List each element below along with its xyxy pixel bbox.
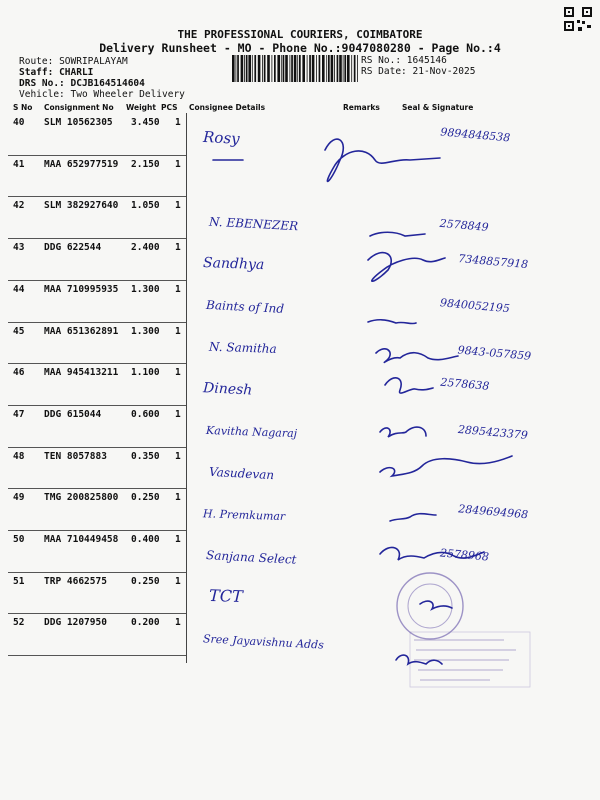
row-sno: 40 bbox=[13, 117, 25, 128]
row-weight: 1.300 bbox=[131, 325, 160, 337]
runsheet-subtitle: Delivery Runsheet - MO - Phone No.:9047080280 - Page No.:4 bbox=[99, 41, 501, 55]
handwritten-phone-number: 9843-057859 bbox=[457, 343, 532, 363]
row-weight: 0.400 bbox=[131, 534, 160, 545]
drs-label: DRS No.: bbox=[19, 78, 65, 89]
handwritten-signature-scribble bbox=[380, 456, 512, 476]
col-header-remarks: Remarks bbox=[343, 103, 380, 112]
row-pcs: 1 bbox=[175, 283, 181, 295]
row-weight: 3.450 bbox=[131, 117, 160, 128]
row-weight: 0.350 bbox=[131, 450, 160, 462]
row-sno: 52 bbox=[13, 617, 25, 629]
handwritten-signature-scribble bbox=[390, 514, 436, 521]
row-pcs: 1 bbox=[175, 575, 181, 587]
handwritten-phone-number: 2849694968 bbox=[457, 502, 529, 522]
row-pcs: 1 bbox=[175, 158, 181, 170]
handwritten-signature-scribble bbox=[325, 139, 440, 181]
handwritten-signature-scribble bbox=[368, 253, 445, 282]
handwritten-phone-number: 2578849 bbox=[439, 216, 490, 235]
handwritten-signature-scribble bbox=[370, 232, 425, 236]
staff-label: Staff: bbox=[19, 67, 54, 78]
handwritten-consignee-name: Sanjana Select bbox=[205, 548, 297, 567]
row-weight: 1.050 bbox=[131, 200, 160, 212]
row-weight: 0.250 bbox=[131, 575, 160, 587]
handwritten-signature-scribble bbox=[420, 601, 452, 609]
handwritten-signature-scribble bbox=[385, 378, 433, 393]
row-consignment-number: MAA 710995935 bbox=[44, 283, 119, 295]
row-sno: 43 bbox=[13, 242, 25, 254]
row-sno: 45 bbox=[13, 325, 25, 337]
row-weight: 1.300 bbox=[131, 283, 160, 295]
handwritten-phone-number: 2895423379 bbox=[457, 422, 529, 442]
handwritten-signature-scribble bbox=[380, 427, 426, 437]
row-pcs: 1 bbox=[175, 617, 181, 629]
row-consignment-number: MAA 652977519 bbox=[44, 158, 119, 170]
handwritten-consignee-name: Dinesh bbox=[202, 380, 253, 399]
handwritten-consignee-name: Vasudevan bbox=[208, 464, 275, 483]
route-value: SOWRIPALAYAM bbox=[59, 56, 128, 67]
col-header-seal-signature: Seal & Signature bbox=[402, 103, 474, 112]
row-consignment-number: TMG 200825800 bbox=[44, 492, 119, 504]
handwritten-phone-number: 7348857918 bbox=[457, 252, 529, 272]
handwritten-consignee-name: Kavitha Nagaraj bbox=[205, 423, 298, 441]
row-pcs: 1 bbox=[175, 367, 181, 379]
handwritten-consignee-name: N. EBENEZER bbox=[208, 214, 299, 234]
row-sno: 49 bbox=[13, 492, 25, 504]
row-consignment-number: SLM 10562305 bbox=[44, 117, 113, 128]
col-header-pcs: PCS bbox=[161, 103, 178, 112]
row-sno: 51 bbox=[13, 575, 25, 587]
row-pcs: 1 bbox=[175, 117, 181, 128]
rs-date-value: 21-Nov-2025 bbox=[412, 66, 476, 77]
row-consignment-number: DDG 1207950 bbox=[44, 617, 107, 629]
row-consignment-number: MAA 651362891 bbox=[44, 325, 119, 337]
company-title: THE PROFESSIONAL COURIERS, COIMBATORE bbox=[177, 28, 423, 41]
row-pcs: 1 bbox=[175, 242, 181, 254]
handwritten-signature-scribble bbox=[368, 320, 416, 324]
col-header-consignee: Consignee Details bbox=[189, 103, 266, 112]
row-sno: 46 bbox=[13, 367, 25, 379]
handwritten-consignee-name: N. Samitha bbox=[208, 339, 277, 356]
row-consignment-number: MAA 710449458 bbox=[44, 534, 119, 545]
row-pcs: 1 bbox=[175, 534, 181, 545]
row-consignment-number: TEN 8057883 bbox=[44, 450, 107, 462]
rs-number-label: RS No.: bbox=[361, 55, 402, 66]
row-sno: 48 bbox=[13, 450, 25, 462]
handwritten-phone-number: 9894848538 bbox=[439, 125, 511, 145]
handwritten-signature-scribble bbox=[376, 349, 458, 363]
row-weight: 2.150 bbox=[131, 158, 160, 170]
delivery-stamp bbox=[397, 573, 530, 687]
handwritten-phone-number: 2578968 bbox=[439, 546, 490, 564]
row-sno: 41 bbox=[13, 158, 25, 170]
row-sno: 44 bbox=[13, 283, 25, 295]
route-label: Route: bbox=[19, 56, 54, 67]
row-weight: 0.250 bbox=[131, 492, 160, 504]
drs-value: DCJB164514604 bbox=[70, 78, 145, 89]
row-consignment-number: SLM 382927640 bbox=[44, 200, 119, 212]
rs-number-value: 1645146 bbox=[406, 55, 447, 66]
row-weight: 0.600 bbox=[131, 408, 160, 420]
row-consignment-number: DDG 622544 bbox=[44, 242, 102, 254]
row-consignment-number: MAA 945413211 bbox=[44, 367, 119, 379]
handwritten-consignee-name: Rosy bbox=[202, 127, 241, 148]
row-weight: 1.100 bbox=[131, 367, 160, 379]
handwritten-consignee-name: Sree Jayavishnu Adds bbox=[202, 632, 325, 652]
col-header-consignment: Consignment No bbox=[44, 103, 114, 112]
row-weight: 0.200 bbox=[131, 617, 160, 629]
row-sno: 42 bbox=[13, 200, 25, 212]
row-pcs: 1 bbox=[175, 325, 181, 337]
row-pcs: 1 bbox=[175, 450, 181, 462]
row-consignment-number: TRP 4662575 bbox=[44, 575, 107, 587]
row-pcs: 1 bbox=[175, 200, 181, 212]
handwritten-consignee-name: H. Premkumar bbox=[202, 507, 286, 524]
handwritten-consignee-name: Sandhya bbox=[202, 255, 265, 274]
handwritten-phone-number: 9840052195 bbox=[439, 296, 511, 316]
row-sno: 50 bbox=[13, 534, 25, 545]
vehicle-value: Two Wheeler Delivery bbox=[70, 89, 185, 100]
vehicle-label: Vehicle: bbox=[19, 89, 65, 100]
handwritten-phone-number: 2578638 bbox=[439, 375, 490, 393]
row-weight: 2.400 bbox=[131, 242, 160, 254]
handwritten-consignee-name: TCT bbox=[208, 585, 244, 607]
row-consignment-number: DDG 615044 bbox=[44, 408, 102, 420]
handwritten-consignee-name: Baints of Ind bbox=[205, 297, 285, 316]
row-pcs: 1 bbox=[175, 492, 181, 504]
rs-date-label: RS Date: bbox=[361, 66, 407, 77]
col-header-sno: S No bbox=[13, 103, 33, 112]
row-sno: 47 bbox=[13, 408, 25, 420]
col-header-weight: Weight bbox=[126, 103, 156, 112]
row-pcs: 1 bbox=[175, 408, 181, 420]
staff-value: CHARLI bbox=[59, 67, 94, 78]
